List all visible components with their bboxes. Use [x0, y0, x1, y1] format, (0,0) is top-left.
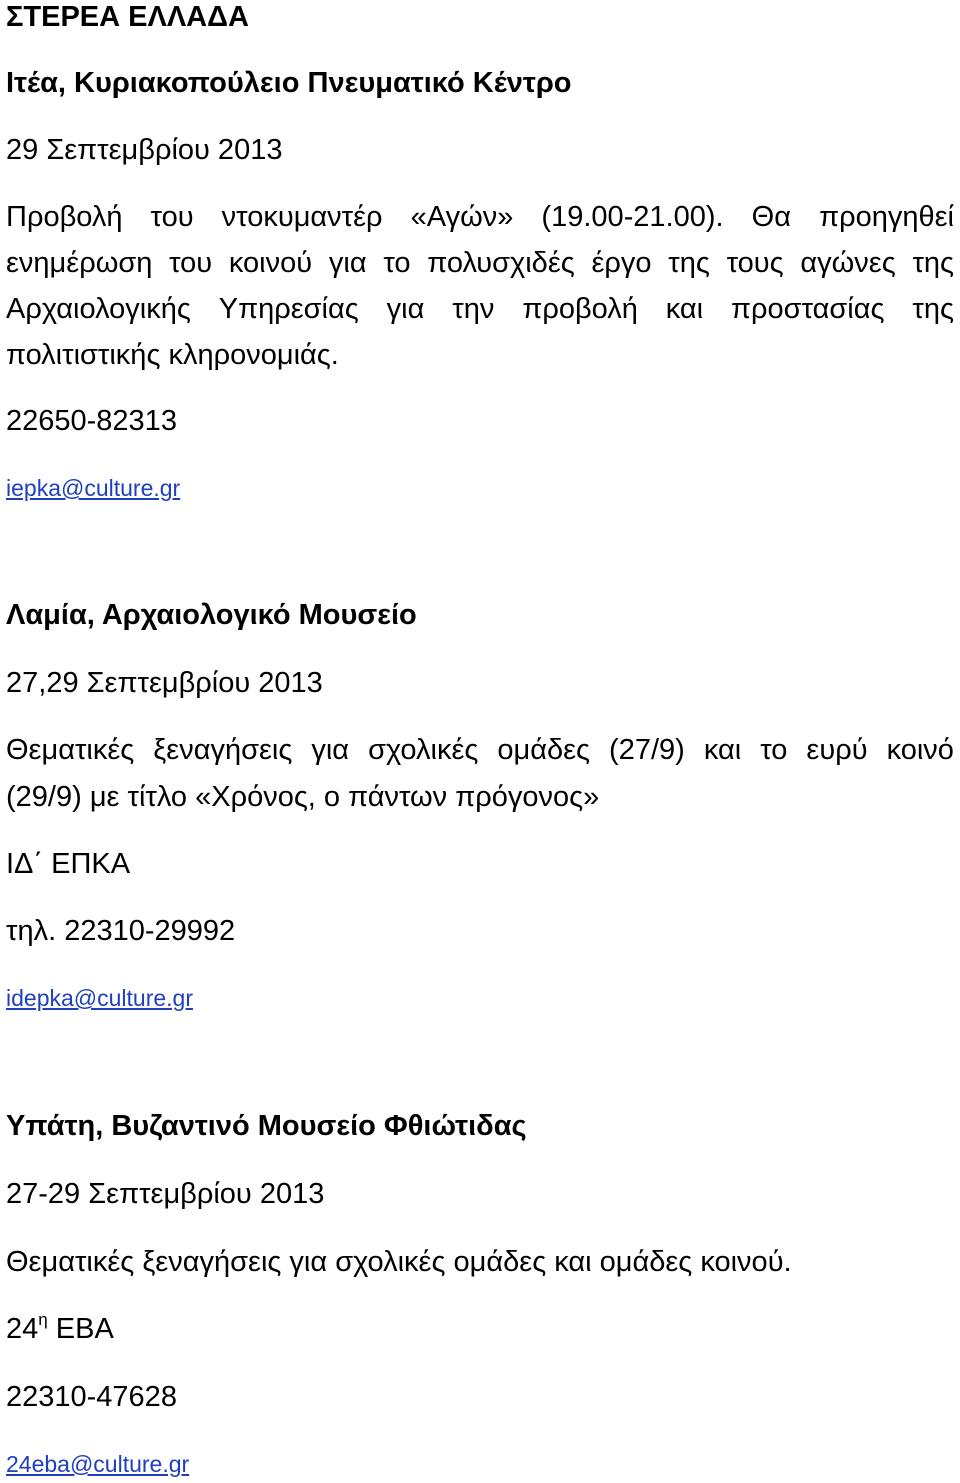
justified-word: κοινό [886, 734, 954, 766]
justified-word: του [150, 201, 194, 233]
justified-word: και [703, 734, 742, 766]
event-2-email-link[interactable]: idepka@culture.gr [6, 985, 193, 1011]
justified-word: πολυσχιδές [427, 247, 575, 279]
justified-word: το [383, 247, 411, 279]
event-3-date: 27-29 Σεπτεμβρίου 2013 [6, 1178, 325, 1210]
event-3-authority [6, 1312, 954, 1346]
justified-word: κοινού [228, 247, 313, 279]
event-3-description-line-1: Θεματικές ξεναγήσεις για σχολικές ομάδες και ομάδες κοινού. [6, 1246, 792, 1278]
justified-word: έργο [591, 247, 652, 279]
justified-word: της [912, 247, 954, 279]
justified-word: για [328, 247, 367, 279]
justified-word: Θεματικές [6, 734, 135, 766]
justified-word: προηγηθεί [819, 201, 954, 233]
justified-word: προβολή [522, 293, 638, 325]
justified-word: του [169, 247, 213, 279]
justified-word: (27/9) [609, 734, 685, 766]
event-3-authority-name: ΕΒΑ [55, 1313, 114, 1345]
justified-word: τους [726, 247, 784, 279]
event-1-description-line-1 [6, 200, 954, 234]
justified-word: ομάδες [497, 734, 591, 766]
event-2-date: 27,29 Σεπτεμβρίου 2013 [6, 667, 323, 699]
region-title: ΣΤΕΡΕΑ ΕΛΛΑΔΑ [6, 1, 249, 33]
justified-word: το [760, 734, 788, 766]
event-2-description-line-1 [6, 733, 954, 767]
event-3-authority-number: 24 [6, 1313, 39, 1345]
event-2-authority: ΙΔ΄ ΕΠΚΑ [6, 848, 131, 880]
justified-word: σχολικές [368, 734, 479, 766]
justified-word: Αρχαιολογικής [6, 293, 191, 325]
justified-word: Προβολή [6, 201, 123, 233]
event-1-email-link[interactable]: iepka@culture.gr [6, 475, 181, 501]
event-2-phone: τηλ. 22310-29992 [6, 915, 236, 947]
event-1-description-line-2 [6, 246, 954, 280]
justified-word: (19.00-21.00). [541, 201, 724, 233]
justified-word: και [665, 293, 704, 325]
event-1-phone: 22650-82313 [6, 405, 177, 437]
justified-word: ευρύ [806, 734, 868, 766]
justified-word: για [386, 293, 425, 325]
event-3-authority-suffix: η [38, 1310, 48, 1329]
justified-word: ξεναγήσεις [153, 734, 293, 766]
event-2-venue: Λαμία, Αρχαιολογικό Μουσείο [6, 599, 417, 631]
justified-word: για [311, 734, 350, 766]
justified-word: Υπηρεσίας [218, 293, 359, 325]
event-1-description-line-4: πολιτιστικής κληρονομιάς. [6, 339, 339, 371]
justified-word: «Αγών» [410, 201, 514, 233]
event-1-venue: Ιτέα, Κυριακοπούλειο Πνευματικό Κέντρο [6, 67, 572, 99]
justified-word: προστασίας [731, 293, 885, 325]
justified-word: αγώνες [800, 247, 896, 279]
event-1-description-line-3 [6, 292, 954, 326]
justified-word: Θα [751, 201, 791, 233]
event-1-date: 29 Σεπτεμβρίου 2013 [6, 134, 283, 166]
event-2-description-line-2: (29/9) με τίτλο «Χρόνος, ο πάντων πρόγονος» [6, 781, 600, 813]
justified-word: της [912, 293, 954, 325]
justified-word: της [668, 247, 710, 279]
event-3-email-link[interactable]: 24eba@culture.gr [6, 1451, 190, 1477]
event-3-venue: Υπάτη, Βυζαντινό Μουσείο Φθιώτιδας [6, 1110, 527, 1142]
justified-word: ενημέρωση [6, 247, 153, 279]
event-3-phone: 22310-47628 [6, 1381, 177, 1413]
justified-word: την [452, 293, 495, 325]
justified-word: ντοκυμαντέρ [221, 201, 383, 233]
